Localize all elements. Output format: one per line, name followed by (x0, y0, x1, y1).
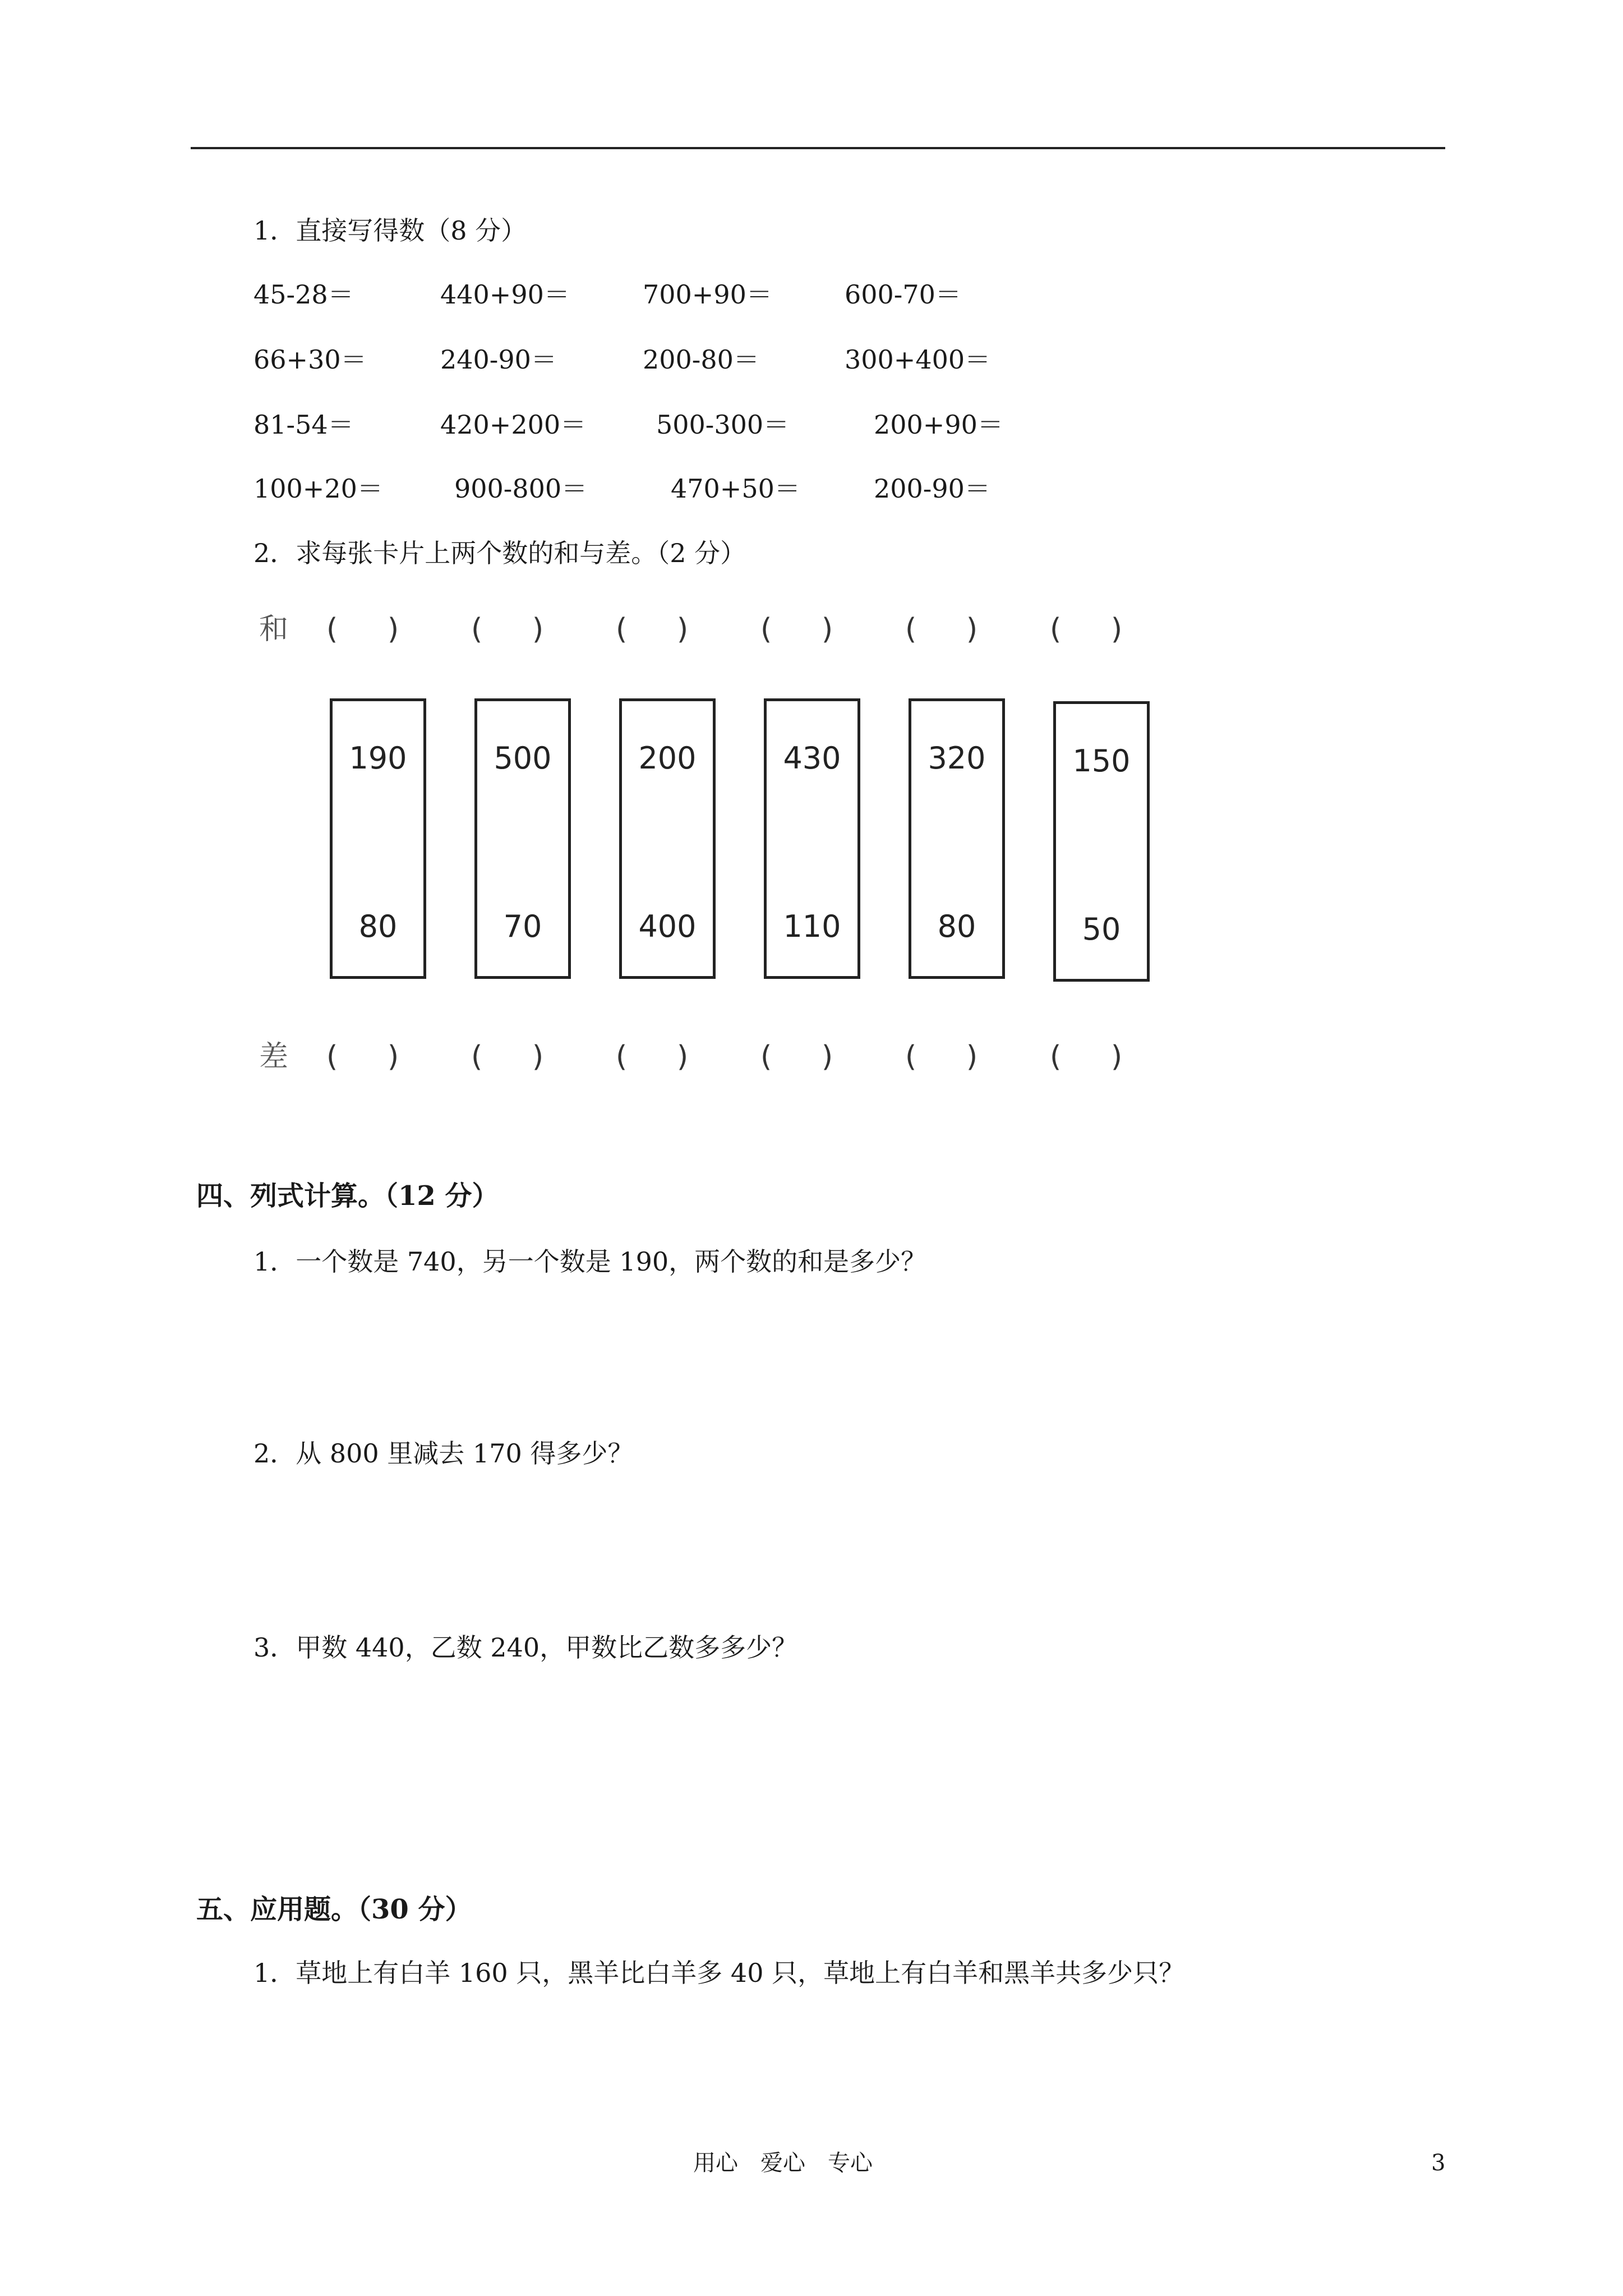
equation: 900-800＝ (454, 473, 588, 504)
card-bottom-number: 80 (358, 909, 398, 944)
section-4-heading: 四、列式计算。（12 分） (196, 1180, 499, 1212)
q2-title: 2．求每张卡片上两个数的和与差。（2 分） (253, 538, 746, 568)
card-top-number: 150 (1072, 743, 1131, 779)
number-card (764, 698, 860, 979)
difference-answer-blank[interactable]: ( ) (1050, 1040, 1143, 1074)
card-top-number: 320 (928, 740, 986, 776)
card-top-number: 500 (494, 740, 552, 776)
card-bottom-number: 70 (503, 909, 542, 944)
equation: 240-90＝ (440, 344, 557, 375)
number-card (1053, 701, 1150, 982)
card-top-number: 200 (638, 740, 697, 776)
section-5-heading: 五、应用题。（30 分） (196, 1894, 472, 1925)
equation: 200+90＝ (874, 409, 1003, 440)
equation: 200-80＝ (643, 344, 759, 375)
equation: 81-54＝ (253, 409, 354, 440)
equation: 66+30＝ (253, 344, 367, 375)
equation: 440+90＝ (440, 279, 570, 310)
difference-row-label: 差 (259, 1040, 289, 1074)
number-card (909, 698, 1005, 979)
difference-answer-blank[interactable]: ( ) (760, 1040, 854, 1074)
sum-answer-blank[interactable]: ( ) (905, 613, 998, 646)
header-rule (191, 147, 1445, 149)
section-4-question: 2．从 800 里减去 170 得多少？ (253, 1438, 634, 1469)
sum-answer-blank[interactable]: ( ) (616, 613, 709, 646)
footer-motto: 用心 爱心 专心 (693, 2150, 873, 2176)
section-4-question: 1．一个数是 740，另一个数是 190，两个数的和是多少？ (253, 1246, 927, 1277)
section-4-question: 3．甲数 440，乙数 240，甲数比乙数多多少？ (253, 1632, 798, 1663)
number-card (474, 698, 571, 979)
sum-answer-blank[interactable]: ( ) (326, 613, 419, 646)
page-number: 3 (1431, 2150, 1446, 2176)
card-top-number: 430 (783, 740, 841, 776)
q1-title: 1．直接写得数（8 分） (253, 215, 527, 246)
number-card (619, 698, 716, 979)
equation: 100+20＝ (253, 473, 383, 504)
card-bottom-number: 50 (1082, 912, 1121, 947)
card-bottom-number: 110 (783, 909, 841, 944)
difference-answer-blank[interactable]: ( ) (326, 1040, 419, 1074)
section-5-question: 1．草地上有白羊 160 只，黑羊比白羊多 40 只，草地上有白羊和黑羊共多少只？ (253, 1958, 1185, 1988)
number-card (330, 698, 426, 979)
sum-answer-blank[interactable]: ( ) (760, 613, 854, 646)
equation: 700+90＝ (643, 279, 772, 310)
difference-answer-blank[interactable]: ( ) (616, 1040, 709, 1074)
equation: 470+50＝ (671, 473, 800, 504)
sum-answer-blank[interactable]: ( ) (1050, 613, 1143, 646)
difference-answer-blank[interactable]: ( ) (905, 1040, 998, 1074)
equation: 300+400＝ (845, 344, 991, 375)
sum-answer-blank[interactable]: ( ) (471, 613, 564, 646)
sum-row-label: 和 (259, 613, 289, 646)
equation: 600-70＝ (845, 279, 961, 310)
equation: 500-300＝ (656, 409, 790, 440)
equation: 200-90＝ (874, 473, 990, 504)
card-top-number: 190 (349, 740, 407, 776)
equation: 420+200＝ (440, 409, 587, 440)
card-bottom-number: 400 (638, 909, 697, 944)
equation: 45-28＝ (253, 279, 354, 310)
card-bottom-number: 80 (937, 909, 976, 944)
difference-answer-blank[interactable]: ( ) (471, 1040, 564, 1074)
